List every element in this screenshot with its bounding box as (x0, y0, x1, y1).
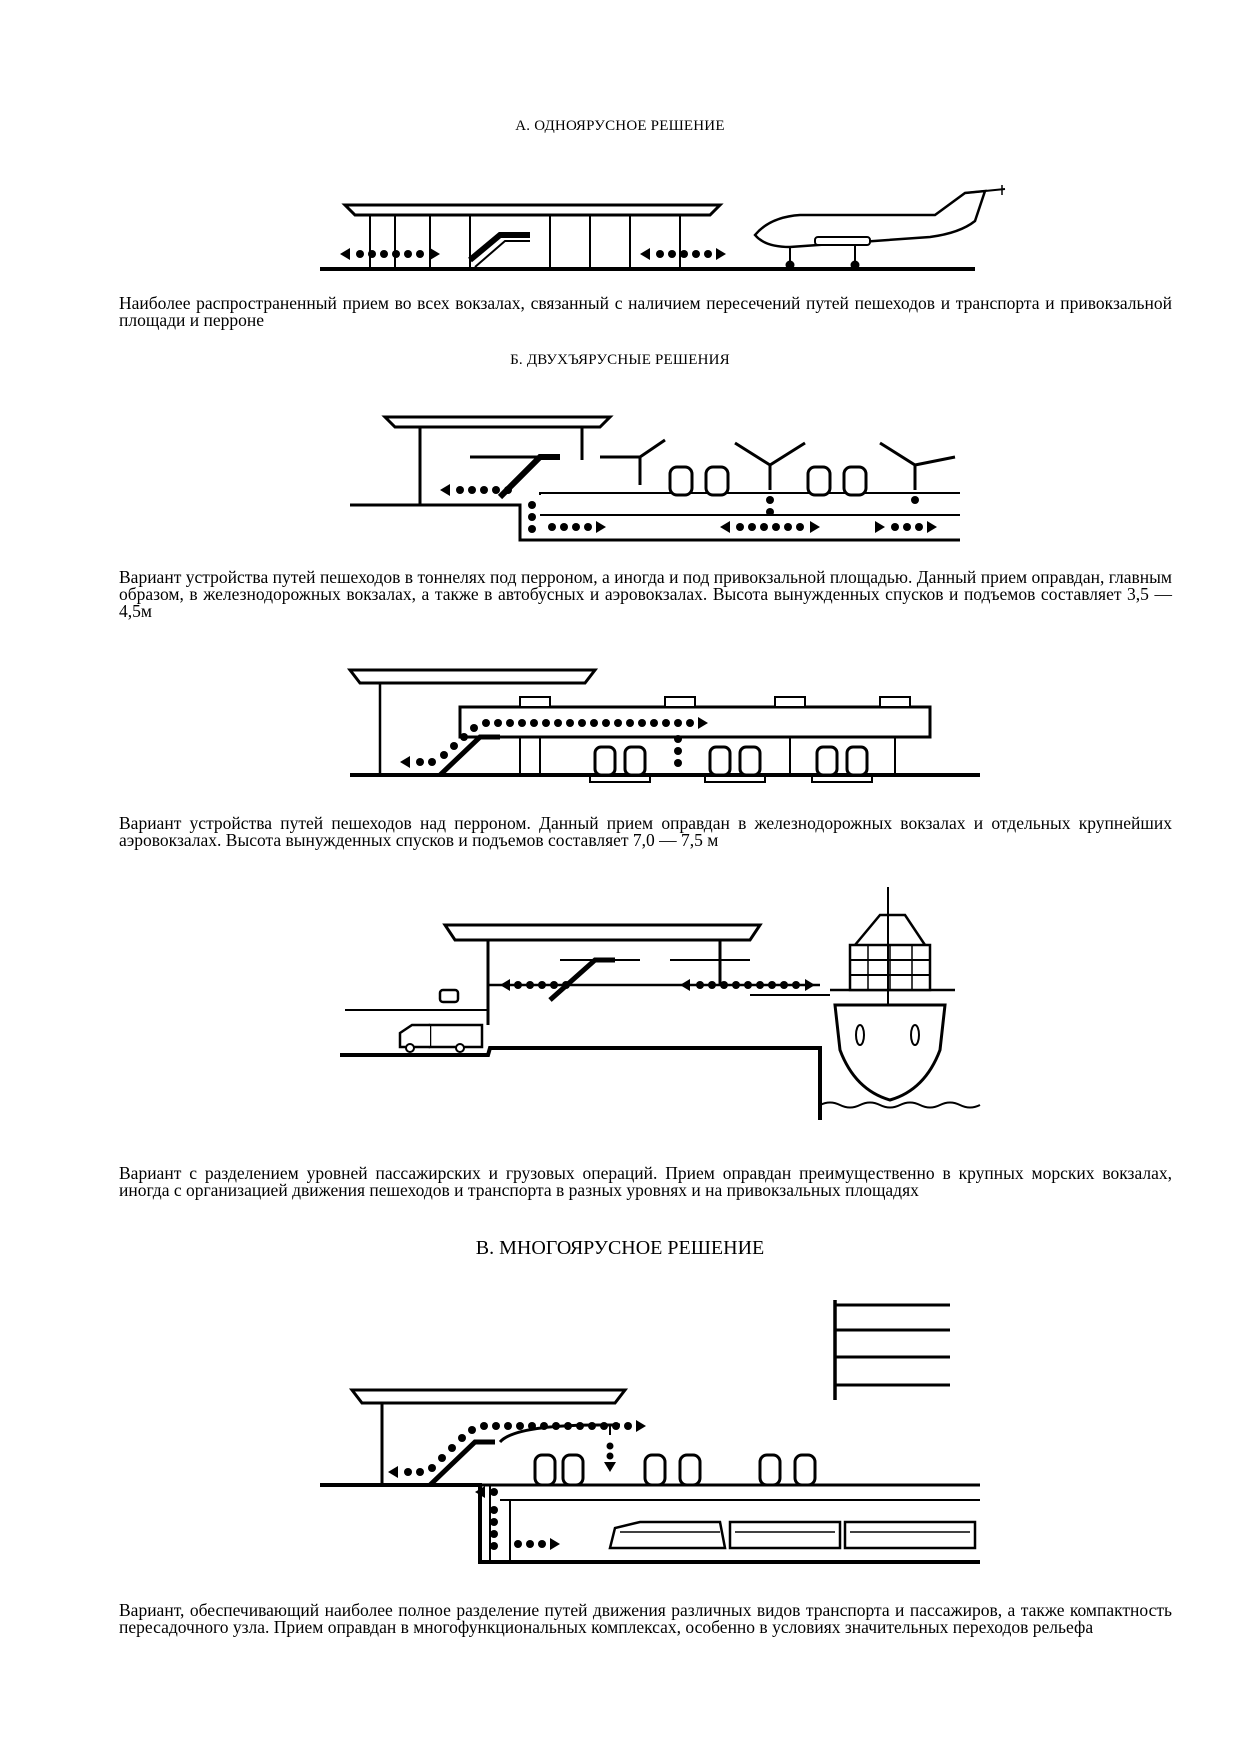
caption-single-level: Наиболее распространенный прием во всех вокзалах, связанный с наличием пересечений путей пешеходов и транспорта и привокзальной площади и перроне (119, 293, 1172, 330)
diagram-single-level (0, 185, 1240, 285)
caption-tunnel-variant: Вариант устройства путей пешеходов в тоннелях под перроном, а иногда и под привокзальной площадью. Данный прием оправдан, главным образом, в железнодорожных вокзалах, а также в автобусных и аэровокзалах. Высота вынужденных спусков и подъемов составляет 3,5 —4,5м (119, 567, 1172, 621)
diagram-multi-level (0, 1300, 1240, 1575)
caption-multi-level: Вариант, обеспечивающий наиболее полное разделение путей движения различных видов транспорта и пассажиров, а также компактность пересадочного узла. Прием оправдан в многофункциональных комплексах, особенно в условиях значительных переходов рельефа (119, 1600, 1172, 1637)
caption-sea-terminal-variant: Вариант с разделением уровней пассажирских и грузовых операций. Прием оправдан преимущественно в крупных морских вокзалах, иногда с организацией движения пешеходов и транспорта в разных уровнях и на привокзальных площадях (119, 1163, 1172, 1200)
heading-two-level: Б. ДВУХЪЯРУСНЫЕ РЕШЕНИЯ (510, 352, 730, 368)
diagram-tunnel-variant (0, 405, 1240, 550)
caption-overpass-variant: Вариант устройства путей пешеходов над перроном. Данный прием оправдан в железнодорожных вокзалах и отдельных крупнейших аэровокзалах. Высота вынужденных спусков и подъемов составляет 7,0 — 7,5 м (119, 813, 1172, 850)
diagram-sea-terminal-variant (0, 885, 1240, 1145)
diagram-overpass-variant (0, 665, 1240, 800)
heading-multi-level: В. МНОГОЯРУСНОЕ РЕШЕНИЕ (475, 1237, 765, 1259)
heading-single-level: А. ОДНОЯРУСНОЕ РЕШЕНИЕ (515, 118, 725, 134)
